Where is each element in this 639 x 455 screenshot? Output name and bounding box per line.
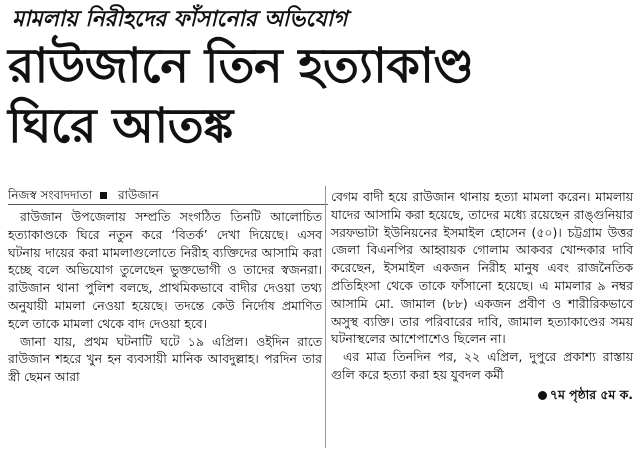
paragraph: জানা যায়, প্রথম ঘটনাটি ঘটে ১৯ এপ্রিল। ওইদিন রাতে রাউজান শহরে খুন হন ব্যবসায়ী মানিক আবদুল্লাহ। পরদিন তার স্ত্রী ছেমন আরা — [8, 333, 322, 385]
bullet-dot-icon — [538, 391, 547, 400]
article-column-left — [8, 208, 322, 386]
article-headline — [8, 36, 631, 156]
square-bullet-icon — [100, 192, 107, 199]
article-column-right — [331, 188, 633, 404]
paragraph: বেগম বাদী হয়ে রাউজান থানায় হত্যা মামলা করেন। মামলায় যাদের আসামি করা হয়েছে, তাদের মধ্যে রয়েছেন রাঙ্গুনিয়ার সরফভাটা ইউনিয়নের ইসমাইল হোসেন (৫০)। চট্টগ্রাম উত্তর জেলা বিএনপির আহ্বায়ক গোলাম আকবর খোন্দকার দাবি করেছেন, ইসমাইল একজন নিরীহ মানুষ এবং রাজনৈতিক প্রতিহিংসা থেকে তাকে ফাঁসানো হয়েছে। এ মামলার ৯ নম্বর আসামি মো. জামাল (৮৮) একজন প্রবীণ ও শারীরিকভাবে অসুস্থ ব্যক্তি। তার পরিবারের দাবি, জামাল হত্যাকাণ্ডের সময় ঘটনাস্থলের আশেপাশেও ছিলেন না। — [331, 189, 633, 347]
continuation-text: ৭ম পৃষ্ঠার ৫ম ক. — [549, 386, 633, 402]
byline-separator — [100, 186, 110, 204]
byline-reporter: নিজস্ব সংবাদদাতা — [8, 188, 93, 202]
paragraph: এর মাত্র তিনদিন পর, ২২ এপ্রিল, দুপুরে প্রকাশ্য রাস্তায় গুলি করে হত্যা করা হয় যুবদল কর্মী — [331, 349, 633, 382]
continuation-jump — [331, 386, 633, 404]
article-kicker: মামলায় নিরীহদের ফাঁসানোর অভিযোগ — [12, 7, 348, 32]
byline — [8, 186, 328, 205]
headline-line-1: রাউজানে তিন হত্যাকাণ্ড — [8, 38, 474, 94]
headline-line-2: ঘিরে আতঙ্ক — [8, 98, 233, 154]
paragraph: রাউজান উপজেলায় সম্প্রতি সংগঠিত তিনটি আলোচিত হত্যাকাণ্ডকে ঘিরে নতুন করে ‘বিতর্ক’ দেখা দিয়েছে। এসব ঘটনায় দায়ের করা মামলাগুলোতে নিরীহ ব্যক্তিদের আসামি করা হচ্ছে বলে অভিযোগ তুলেছেন ভুক্তভোগী ও তাদের স্বজনরা। রাউজান থানা পুলিশ বলছে, প্রাথমিকভাবে বাদীর দেওয়া তথ্য অনুযায়ী মামলা নেওয়া হয়েছে। তদন্তে কেউ নির্দোষ প্রমাণিত হলে তাকে মামলা থেকে বাদ দেওয়া হবে। — [8, 209, 322, 331]
column-divider — [325, 186, 326, 448]
byline-location: রাউজান — [117, 188, 159, 202]
